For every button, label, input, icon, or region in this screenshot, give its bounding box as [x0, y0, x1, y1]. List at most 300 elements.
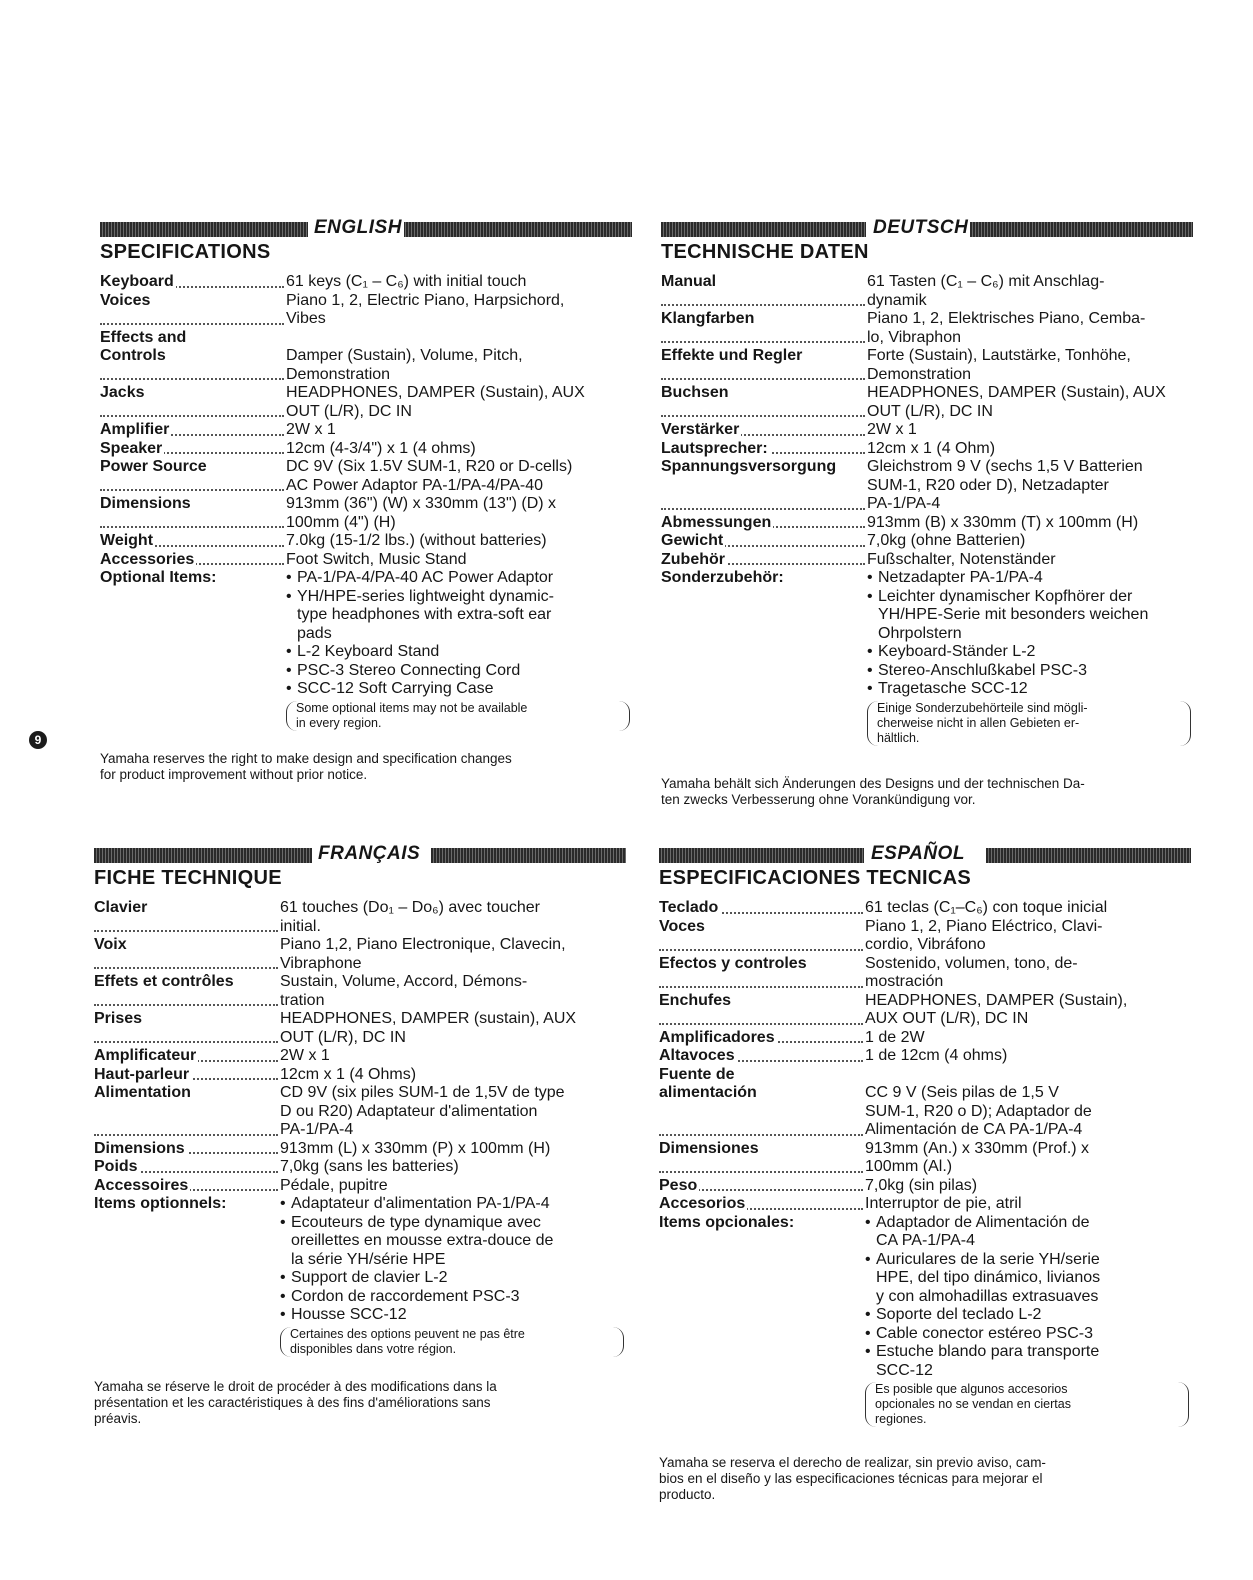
spec-label — [661, 551, 867, 570]
language-label: DEUTSCH — [873, 217, 969, 238]
spec-label-text: Voces — [659, 917, 705, 935]
bullet-icon: • — [865, 1250, 871, 1268]
section-heading: TECHNISCHE DATEN — [661, 241, 869, 263]
optional-item-text — [876, 1251, 1100, 1307]
bullet-icon: • — [286, 587, 292, 605]
optional-item-line: Soporte del teclado L-2 — [876, 1306, 1042, 1323]
spec-row — [94, 973, 626, 1010]
spec-row — [661, 551, 1193, 570]
footer-note-line: Yamaha behält sich Änderungen des Designs und der technischen Da- — [661, 775, 1085, 791]
spec-label-text: Manual — [661, 273, 717, 290]
optional-item-line: Cable conector estéreo PSC-3 — [876, 1324, 1093, 1342]
spec-label — [659, 1177, 865, 1196]
spec-label-text: Power Source — [100, 458, 207, 475]
optional-item-text — [876, 1325, 1093, 1344]
optional-item-text — [876, 1214, 1089, 1251]
spec-value-line: 12cm x 1 (4 Ohm) — [867, 439, 996, 457]
deutsch-banner — [661, 219, 1193, 241]
spec-value-line: cordio, Vibráfono — [865, 936, 986, 953]
spec-value — [865, 1140, 1191, 1177]
spec-row — [94, 1158, 626, 1177]
bullet-icon: • — [280, 1306, 286, 1323]
spec-value-line: D ou R20) Adaptateur d'alimentation — [280, 1102, 538, 1120]
spec-value-line: tration — [280, 991, 325, 1009]
spec-value-line: 61 teclas (C₁–C₆) con toque inicial — [865, 899, 1108, 916]
optional-item-text — [878, 643, 1035, 662]
optional-item — [280, 1306, 626, 1325]
spec-value-line: OUT (L/R), DC IN — [867, 402, 993, 420]
spec-label — [94, 899, 280, 936]
optional-item — [867, 643, 1193, 662]
optional-item-line: Adaptateur d'alimentation PA-1/PA-4 — [291, 1195, 550, 1212]
spec-value-line: AUX OUT (L/R), DC IN — [865, 1010, 1029, 1027]
spec-value-line: DC 9V (Six 1.5V SUM-1, R20 or D-cells) — [286, 458, 573, 475]
spec-label-text: Amplificadores — [659, 1028, 775, 1046]
language-label: ENGLISH — [314, 217, 402, 238]
spec-value-line: 1 de 2W — [865, 1028, 925, 1046]
spec-label-text: Altavoces — [659, 1047, 735, 1064]
spec-label-text: Teclado — [659, 899, 719, 916]
spec-value — [280, 1158, 626, 1177]
spec-value-line: 2W x 1 — [286, 421, 336, 438]
spec-value-line: Damper (Sustain), Volume, Pitch, — [286, 347, 523, 364]
spec-row — [659, 899, 1191, 918]
spec-label — [659, 1066, 865, 1085]
optional-item — [865, 1343, 1191, 1380]
optional-item-text — [297, 588, 554, 644]
footer-note — [94, 1379, 626, 1427]
footer-note-line: préavis. — [94, 1410, 142, 1426]
optional-items-list — [286, 569, 632, 699]
optional-item — [280, 1195, 626, 1214]
spec-value-line: HEADPHONES, DAMPER (sustain), AUX — [280, 1010, 577, 1027]
spec-row — [100, 329, 632, 348]
optional-item — [280, 1288, 626, 1307]
footer-note-line: Yamaha reserves the right to make design and specification changes — [100, 750, 512, 766]
spec-row — [661, 384, 1193, 421]
spec-label — [659, 1047, 865, 1066]
spec-row — [659, 918, 1191, 955]
optional-item-line: SCC-12 — [876, 1361, 933, 1379]
spec-label-text: Amplifier — [100, 421, 170, 438]
section-heading: SPECIFICATIONS — [100, 241, 271, 263]
optional-items — [286, 569, 632, 731]
bullet-icon: • — [286, 569, 292, 586]
optional-item-text — [291, 1195, 550, 1214]
optional-item-text — [878, 662, 1087, 681]
francais-banner — [94, 845, 626, 867]
spec-label-text: Effekte und Regler — [661, 347, 803, 364]
spec-label — [100, 273, 286, 292]
footer-note-line: présentation et les caractéristiques à des fins d'améliorations sans — [94, 1394, 491, 1410]
bullet-icon: • — [280, 1213, 286, 1231]
footer-note — [659, 1455, 1191, 1503]
spec-value-line: 12cm x 1 (4 Ohms) — [280, 1065, 417, 1083]
spec-label — [100, 551, 286, 570]
spec-value-line: Sustain, Volume, Accord, Démons- — [280, 973, 528, 990]
spec-value-line: CD 9V (six piles SUM-1 de 1,5V de type — [280, 1084, 565, 1101]
availability-note — [278, 1325, 626, 1357]
optional-item-text — [878, 588, 1148, 644]
spec-label-text: Buchsen — [661, 384, 729, 401]
footer-note-line: ten zwecks Verbesserung ohne Vorankündigung vor. — [661, 791, 976, 807]
footer-note-line: Yamaha se réserve le droit de procéder à des modifications dans la — [94, 1378, 497, 1394]
optional-item — [286, 569, 632, 588]
spec-value — [865, 1177, 1191, 1196]
spec-label — [661, 273, 867, 310]
deutsch-section — [661, 219, 1193, 808]
spec-value-line: CC 9 V (Seis pilas de 1,5 V — [865, 1084, 1059, 1101]
optional-item — [286, 662, 632, 681]
bullet-icon: • — [865, 1213, 871, 1231]
spec-value — [865, 1066, 1191, 1085]
availability-note — [865, 699, 1193, 746]
optional-item-line: HPE, del tipo dinámico, livianos — [876, 1269, 1101, 1286]
optional-item-line: Adaptador de Alimentación de — [876, 1213, 1090, 1231]
bullet-icon: • — [867, 661, 873, 679]
language-label: ESPAÑOL — [871, 843, 965, 864]
spec-value-line: 2W x 1 — [280, 1047, 330, 1064]
spec-row — [94, 1066, 626, 1085]
spec-label — [94, 936, 280, 973]
availability-note-line: Einige Sonderzubehörteile sind mögli- — [877, 700, 1088, 715]
spec-value-line: Gleichstrom 9 V (sechs 1,5 V Batterien — [867, 458, 1143, 475]
availability-note-line: regiones. — [875, 1412, 927, 1426]
spec-row — [100, 292, 632, 329]
spec-label-text: Accessoires — [94, 1176, 189, 1194]
bullet-icon: • — [286, 643, 292, 660]
optional-item-text — [291, 1306, 407, 1325]
banner-bar-left — [659, 848, 864, 863]
bullet-icon: • — [280, 1269, 286, 1286]
spec-label — [94, 1177, 280, 1196]
spec-value-line: HEADPHONES, DAMPER (Sustain), AUX — [286, 384, 585, 401]
footer-note — [661, 776, 1193, 808]
spec-label-text: alimentación — [659, 1084, 757, 1101]
spec-list — [659, 899, 1191, 1427]
optional-items-label — [661, 569, 867, 746]
optional-item — [286, 643, 632, 662]
optional-items-row — [94, 1195, 626, 1357]
optional-item-line: YH/HPE-Serie mit besonders weichen — [878, 606, 1149, 623]
availability-note-line: opcionales no se vendan en ciertas — [875, 1397, 1071, 1411]
banner-bar-right — [986, 848, 1191, 863]
optional-item-text — [878, 680, 1028, 699]
spec-list — [100, 273, 632, 731]
spec-label-text: Abmessungen — [661, 513, 772, 531]
spec-label — [94, 1158, 280, 1177]
spec-label — [661, 421, 867, 440]
optional-items — [867, 569, 1193, 746]
bullet-icon: • — [286, 661, 292, 679]
spec-row — [94, 936, 626, 973]
bullet-icon: • — [865, 1306, 871, 1323]
language-label: FRANÇAIS — [318, 843, 421, 864]
spec-value — [286, 440, 632, 459]
spec-label — [659, 899, 865, 918]
spec-label — [100, 458, 286, 495]
footer-note — [100, 751, 632, 783]
spec-value-line: OUT (L/R), DC IN — [286, 402, 412, 420]
spec-label — [661, 384, 867, 421]
spec-label-text: Haut-parleur — [94, 1065, 190, 1083]
spec-value-line: 7,0kg (ohne Batterien) — [867, 532, 1026, 549]
spec-value — [280, 899, 626, 936]
optional-items-label — [100, 569, 286, 731]
spec-value-line: Interruptor de pie, atril — [865, 1195, 1022, 1212]
spec-row — [100, 384, 632, 421]
bullet-icon: • — [286, 680, 292, 697]
spec-value-line: Sostenido, volumen, tono, de- — [865, 954, 1078, 972]
spec-value — [280, 973, 626, 1010]
spec-value — [280, 1084, 626, 1140]
banner-bar-left — [94, 848, 312, 863]
spec-value-line: Piano 1, 2, Elektrisches Piano, Cemba- — [867, 310, 1146, 327]
spec-label — [100, 421, 286, 440]
spec-value-line: 2W x 1 — [867, 421, 917, 438]
spec-value-line: initial. — [280, 917, 321, 935]
spec-value-line: 7,0kg (sans les batteries) — [280, 1158, 459, 1175]
availability-note-line: Es posible que algunos accesorios — [875, 1382, 1068, 1396]
spec-value-line: PA-1/PA-4 — [280, 1121, 354, 1138]
spec-row — [94, 1140, 626, 1159]
optional-item-text — [297, 662, 520, 681]
optional-item-line: Leichter dynamischer Kopfhörer der — [878, 587, 1133, 605]
spec-value-line: HEADPHONES, DAMPER (Sustain), AUX — [867, 384, 1166, 401]
spec-value — [280, 1047, 626, 1066]
spec-row — [659, 1029, 1191, 1048]
optional-items-list — [280, 1195, 626, 1325]
spec-label-text: Jacks — [100, 384, 145, 401]
spec-value-line: lo, Vibraphon — [867, 328, 961, 346]
spec-label-text: Clavier — [94, 899, 148, 916]
spec-label — [100, 347, 286, 384]
spec-value — [865, 1029, 1191, 1048]
spec-value-line: SUM-1, R20 o D); Adaptador de — [865, 1102, 1092, 1120]
spec-value — [865, 1084, 1191, 1140]
spec-label-text: Voices — [100, 291, 151, 309]
spec-value — [286, 329, 632, 348]
optional-item-line: pads — [297, 624, 332, 642]
espanol-banner — [659, 845, 1191, 867]
optional-item-text — [291, 1214, 553, 1270]
spec-label-text: Gewicht — [661, 532, 724, 549]
spec-row — [94, 1047, 626, 1066]
spec-label-text: Voix — [94, 936, 127, 953]
spec-label-text: Keyboard — [100, 273, 174, 290]
spec-value — [280, 1066, 626, 1085]
optional-items-label-text: Sonderzubehör: — [661, 569, 784, 586]
availability-note-line: Certaines des options peuvent ne pas être — [290, 1326, 525, 1341]
optional-item-text — [297, 680, 494, 699]
spec-row — [661, 310, 1193, 347]
optional-items-list — [867, 569, 1193, 699]
spec-value-line: AC Power Adaptor PA-1/PA-4/PA-40 — [286, 476, 544, 494]
spec-value-line: 100mm (4") (H) — [286, 513, 396, 531]
optional-item-line: Support de clavier L-2 — [291, 1269, 448, 1286]
footer-note-line: Yamaha se reserva el derecho de realizar, sin previo aviso, cam- — [659, 1455, 1046, 1470]
spec-label-text: Peso — [659, 1176, 698, 1194]
optional-items-row — [659, 1214, 1191, 1428]
spec-value-line: 61 keys (C₁ – C₆) with initial touch — [286, 273, 527, 290]
spec-row — [94, 1177, 626, 1196]
spec-value — [867, 440, 1193, 459]
bullet-icon: • — [867, 643, 873, 660]
spec-value — [280, 1177, 626, 1196]
spec-label — [94, 1010, 280, 1047]
spec-value — [280, 1010, 626, 1047]
optional-item-line: oreillettes en mousse extra-douce de — [291, 1232, 554, 1249]
bullet-icon: • — [867, 587, 873, 605]
spec-label-text: Spannungsversorgung — [661, 458, 837, 475]
optional-items-label-text: Items optionnels: — [94, 1195, 227, 1212]
spec-label-text: Efectos y controles — [659, 954, 807, 972]
spec-value — [867, 347, 1193, 384]
spec-label-text: Accesorios — [659, 1195, 746, 1212]
spec-value-line: 12cm (4-3/4") x 1 (4 ohms) — [286, 439, 476, 457]
optional-items — [280, 1195, 626, 1357]
spec-label — [659, 1140, 865, 1177]
optional-item-text — [291, 1288, 520, 1307]
optional-item-line: Ecouteurs de type dynamique avec — [291, 1213, 541, 1231]
optional-item-line: Keyboard-Ständer L-2 — [878, 643, 1036, 660]
spec-value — [286, 421, 632, 440]
spec-row — [100, 421, 632, 440]
spec-label-text: Enchufes — [659, 991, 732, 1009]
availability-note — [284, 699, 632, 731]
spec-row — [659, 955, 1191, 992]
spec-value — [280, 936, 626, 973]
spec-value — [867, 310, 1193, 347]
spec-label — [659, 992, 865, 1029]
footer-note-line: producto. — [659, 1487, 716, 1502]
spec-row — [659, 992, 1191, 1029]
spec-value-line: HEADPHONES, DAMPER (Sustain), — [865, 991, 1128, 1009]
availability-note-line: hältlich. — [877, 730, 920, 745]
footer-note-line: for product improvement without prior notice. — [100, 766, 368, 782]
spec-value-line: 7,0kg (sin pilas) — [865, 1176, 978, 1194]
optional-items-row — [100, 569, 632, 731]
spec-label — [659, 1195, 865, 1214]
spec-value — [286, 532, 632, 551]
spec-value — [286, 273, 632, 292]
spec-value-line: Vibes — [286, 310, 326, 327]
optional-item — [867, 588, 1193, 644]
spec-row — [100, 551, 632, 570]
spec-label-text: Alimentation — [94, 1084, 191, 1101]
spec-value — [865, 899, 1191, 918]
spec-row — [659, 1140, 1191, 1177]
spec-value-line: Piano 1,2, Piano Electronique, Clavecin, — [280, 936, 566, 953]
spec-value-line: 100mm (Al.) — [865, 1158, 953, 1175]
optional-items-label-text: Optional Items: — [100, 569, 217, 586]
spec-row — [100, 532, 632, 551]
optional-item-line: PSC-3 Stereo Connecting Cord — [297, 661, 521, 679]
spec-value-line: Piano 1, 2, Piano Eléctrico, Clavi- — [865, 917, 1103, 935]
optional-item-line: la série YH/série HPE — [291, 1250, 446, 1268]
optional-item — [865, 1325, 1191, 1344]
spec-label-text: Zubehör — [661, 550, 725, 568]
spec-value — [280, 1140, 626, 1159]
optional-item-line: Estuche blando para transporte — [876, 1343, 1100, 1360]
spec-row — [100, 458, 632, 495]
spec-value — [865, 1195, 1191, 1214]
spec-value-line: Piano 1, 2, Electric Piano, Harpsichord, — [286, 291, 565, 309]
spec-value — [286, 384, 632, 421]
spec-label — [100, 384, 286, 421]
section-heading: FICHE TECHNIQUE — [94, 867, 282, 889]
spec-value-line: dynamik — [867, 291, 927, 309]
spec-row — [661, 347, 1193, 384]
optional-item-line: PA-1/PA-4/PA-40 AC Power Adaptor — [297, 569, 554, 586]
spec-row — [659, 1177, 1191, 1196]
spec-value — [867, 532, 1193, 551]
optional-item-line: SCC-12 Soft Carrying Case — [297, 680, 494, 697]
spec-value-line: Foot Switch, Music Stand — [286, 550, 467, 568]
spec-value-line: Fußschalter, Notenständer — [867, 550, 1056, 568]
spec-value-line: OUT (L/R), DC IN — [280, 1028, 406, 1046]
spec-label — [661, 514, 867, 533]
optional-item-text — [291, 1269, 448, 1288]
spec-value-line: Forte (Sustain), Lautstärke, Tonhöhe, — [867, 347, 1131, 364]
spec-value-line: 61 Tasten (C₁ – C₆) mit Anschlag- — [867, 273, 1105, 290]
english-banner — [100, 219, 632, 241]
spec-value-line: 1 de 12cm (4 ohms) — [865, 1047, 1008, 1064]
spec-value — [286, 458, 632, 495]
spec-label — [94, 1047, 280, 1066]
page-number-badge: 9 — [29, 731, 47, 749]
spec-value-line: 913mm (L) x 330mm (P) x 100mm (H) — [280, 1139, 551, 1157]
spec-value — [867, 514, 1193, 533]
footer-note-line: bios en el diseño y las especificaciones técnicas para mejorar el — [659, 1471, 1043, 1486]
spec-value-line: PA-1/PA-4 — [867, 495, 941, 512]
spec-row — [661, 532, 1193, 551]
availability-note-line: disponibles dans votre région. — [290, 1341, 457, 1356]
spec-value — [867, 273, 1193, 310]
spec-value-line: mostración — [865, 973, 944, 990]
spec-value-line: Vibraphone — [280, 954, 362, 972]
spec-value — [286, 347, 632, 384]
spec-label-text: Accessories — [100, 550, 195, 568]
optional-item — [286, 588, 632, 644]
spec-row — [94, 899, 626, 936]
spec-label — [659, 1029, 865, 1048]
spec-label-text: Verstärker — [661, 421, 740, 438]
spec-value-line: 913mm (36") (W) x 330mm (13") (D) x — [286, 495, 557, 512]
banner-bar-right — [431, 848, 626, 863]
optional-item-line: Netzadapter PA-1/PA-4 — [878, 569, 1043, 586]
bullet-icon: • — [865, 1343, 871, 1360]
optional-item — [867, 569, 1193, 588]
spec-label — [661, 440, 867, 459]
spec-label-text: Poids — [94, 1158, 138, 1175]
optional-items-label — [94, 1195, 280, 1357]
spec-label — [100, 440, 286, 459]
spec-label-text: Speaker — [100, 439, 163, 457]
optional-items-list — [865, 1214, 1191, 1381]
spec-value — [867, 551, 1193, 570]
spec-row — [94, 1084, 626, 1140]
spec-value-line: 913mm (B) x 330mm (T) x 100mm (H) — [867, 513, 1139, 531]
spec-label-text: Weight — [100, 532, 154, 549]
spec-value — [865, 1047, 1191, 1066]
spec-row — [94, 1010, 626, 1047]
optional-item — [865, 1251, 1191, 1307]
optional-items-label-text: Items opcionales: — [659, 1213, 795, 1231]
spec-label-text: Klangfarben — [661, 310, 755, 327]
banner-bar-left — [661, 222, 866, 237]
spec-value-line: 913mm (An.) x 330mm (Prof.) x — [865, 1139, 1090, 1157]
